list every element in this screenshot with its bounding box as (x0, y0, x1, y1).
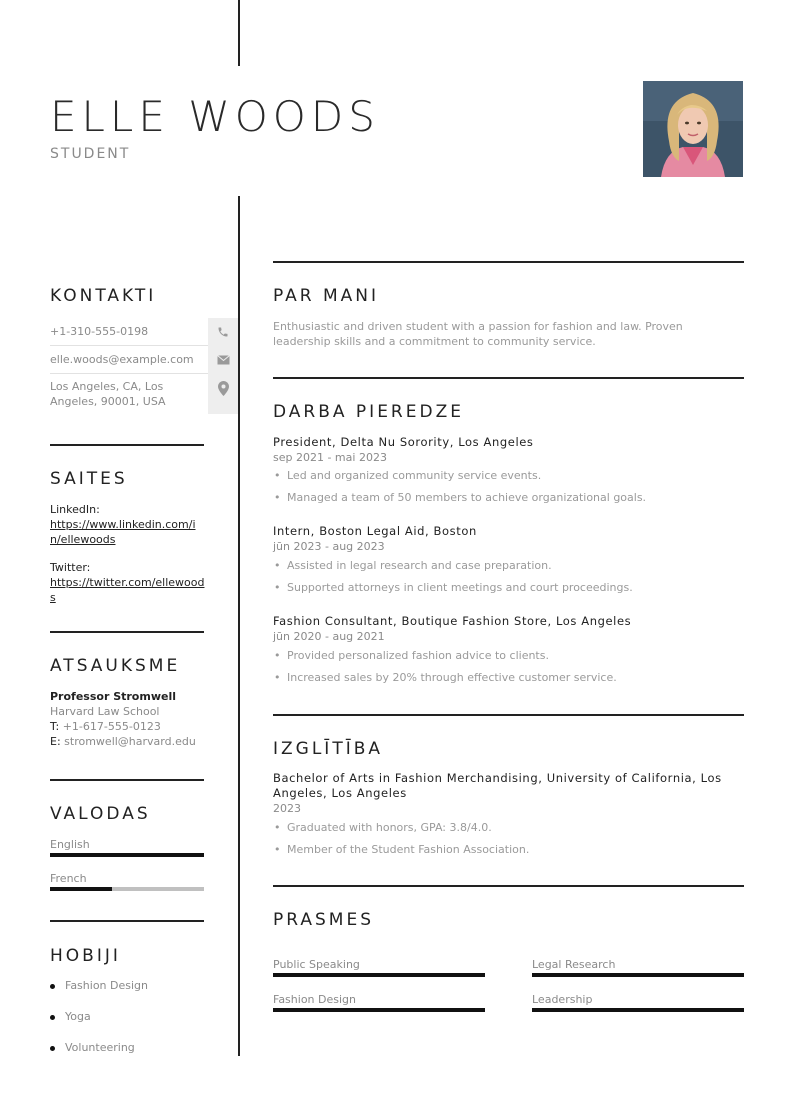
job-dates: sep 2021 - mai 2023 (273, 451, 387, 464)
person-name: ELLE WOODS (50, 92, 380, 141)
skills-heading: PRASMES (273, 910, 374, 930)
job-bullet: • Led and organized community service events. (273, 469, 743, 482)
job-bullet: • Managed a team of 50 members to achieve organizational goals. (273, 491, 743, 504)
vertical-divider-top (238, 0, 240, 66)
skill-name: Public Speaking (273, 958, 360, 971)
contact-email (50, 346, 238, 374)
contact-address (50, 374, 238, 414)
job-bullet: • Assisted in legal research and case preparation. (273, 559, 743, 572)
site-linkedin (50, 502, 206, 547)
bullet-icon (50, 1015, 55, 1020)
hobby-item: Fashion Design (50, 979, 148, 992)
about-text: Enthusiastic and driven student with a passion for fashion and law. Proven leadership skills and a commitment to community service. (273, 320, 683, 348)
sidebar-divider (50, 920, 204, 922)
language-level-bar (50, 853, 204, 857)
phone-icon (208, 318, 238, 346)
hobbies-heading: HOBIJI (50, 946, 121, 966)
skill-level-bar (273, 973, 485, 977)
job-bullet: • Supported attorneys in client meetings and court proceedings. (273, 581, 743, 594)
map-pin-icon (208, 374, 238, 414)
main-divider (273, 261, 744, 263)
job-bullet: • Provided personalized fashion advice to clients. (273, 649, 743, 662)
language-name: French (50, 872, 87, 885)
language-name: English (50, 838, 90, 851)
reference-org: Harvard Law School (50, 705, 160, 718)
contacts-heading: KONTAKTI (50, 286, 157, 306)
reference-name: Professor Stromwell (50, 690, 176, 703)
reference-entry (50, 689, 206, 749)
education-bullet: • Graduated with honors, GPA: 3.8/4.0. (273, 821, 743, 834)
education-bullet: • Member of the Student Fashion Association. (273, 843, 743, 856)
skill-level-bar (532, 1008, 744, 1012)
skill-level-bar (532, 973, 744, 977)
job-dates: jūn 2023 - aug 2023 (273, 540, 385, 553)
portrait-image (643, 81, 743, 177)
job-title: Fashion Consultant, Boutique Fashion Store, Los Angeles (273, 614, 632, 628)
job-title: President, Delta Nu Sorority, Los Angeles (273, 435, 534, 449)
education-heading: IZGLĪTĪBA (273, 739, 384, 759)
skill-level-bar (273, 1008, 485, 1012)
skill-name: Leadership (532, 993, 593, 1006)
main-divider (273, 885, 744, 887)
vertical-divider-main (238, 196, 240, 1056)
site-linkedin-label: LinkedIn: (50, 503, 100, 516)
site-twitter (50, 560, 206, 605)
education-degree: Bachelor of Arts in Fashion Merchandising, University of California, Los Angeles, Los Angeles (273, 771, 722, 800)
about-heading: PAR MANI (273, 286, 380, 306)
sidebar-divider (50, 444, 204, 446)
reference-phone: T: +1-617-555-0123 (50, 720, 161, 733)
linkedin-link[interactable]: https://www.linkedin.com/in/ellewoods (50, 518, 196, 546)
envelope-icon (208, 346, 238, 374)
reference-email: E: stromwell@harvard.edu (50, 735, 196, 748)
profile-photo (643, 81, 743, 177)
sidebar-divider (50, 779, 204, 781)
hobby-item: Yoga (50, 1010, 91, 1023)
main-divider (273, 714, 744, 716)
languages-heading: VALODAS (50, 804, 151, 824)
site-twitter-label: Twitter: (50, 561, 91, 574)
experience-heading: DARBA PIEREDZE (273, 402, 464, 422)
sites-heading: SAITES (50, 469, 128, 489)
skill-name: Legal Research (532, 958, 616, 971)
job-dates: jūn 2020 - aug 2021 (273, 630, 385, 643)
contact-email-text: elle.woods@example.com (50, 353, 194, 366)
skill-name: Fashion Design (273, 993, 356, 1006)
person-title: STUDENT (50, 146, 131, 162)
bullet-icon (50, 984, 55, 989)
job-bullet: • Increased sales by 20% through effective customer service. (273, 671, 743, 684)
contact-address-text: Los Angeles, CA, Los Angeles, 90001, USA (50, 380, 166, 408)
hobby-item: Volunteering (50, 1041, 135, 1054)
job-title: Intern, Boston Legal Aid, Boston (273, 524, 477, 538)
contact-phone-text: +1-310-555-0198 (50, 325, 149, 338)
main-divider (273, 377, 744, 379)
contact-phone (50, 318, 238, 346)
language-level-bar (50, 887, 204, 891)
references-heading: ATSAUKSME (50, 656, 181, 676)
twitter-link[interactable]: https://twitter.com/ellewoods (50, 576, 205, 604)
sidebar-divider (50, 631, 204, 633)
education-year: 2023 (273, 802, 301, 815)
bullet-icon (50, 1046, 55, 1051)
